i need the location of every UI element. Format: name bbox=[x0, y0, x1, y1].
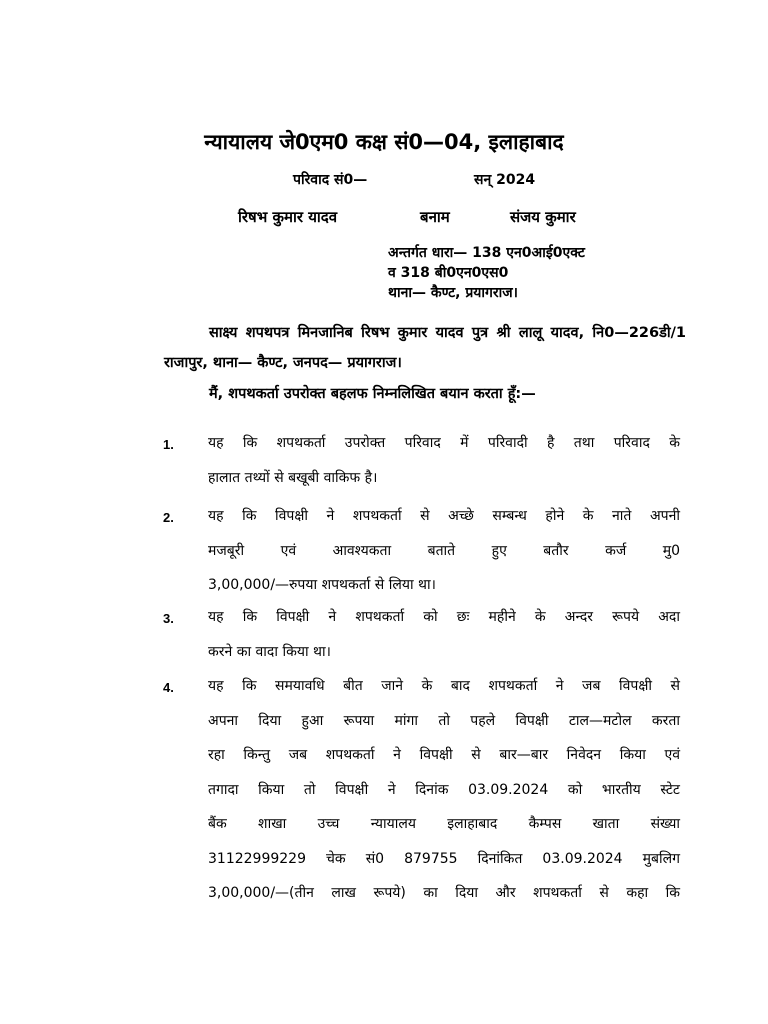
item-line: करने का वादा किया था। bbox=[208, 643, 331, 660]
item-line: हालात तथ्यों से बखूबी वाकिफ है। bbox=[208, 469, 378, 486]
item-text bbox=[208, 426, 680, 495]
item-text bbox=[208, 600, 680, 669]
section-line: थाना— कैण्ट, प्रयागराज। bbox=[388, 285, 518, 301]
affidavit-intro: साक्ष्य शपथपत्र मिनजानिब रिषभ कुमार यादव पुत्र श्री लालू यादव, नि0—226डी/1 राजापुर, थाना— कैण्ट, जनपद— प्रयागराज। bbox=[164, 325, 686, 371]
item-line: यह कि समयावधि बीत जाने के बाद शपथकर्ता ने जब विपक्षी से bbox=[208, 678, 680, 694]
complainant-name: रिषभ कुमार यादव bbox=[238, 208, 338, 226]
item-line: यह कि विपक्षी ने शपथकर्ता को छः महीने के अन्दर रूपये अदा bbox=[208, 609, 680, 625]
section-line: अन्तर्गत धारा— 138 एन0आई0एक्ट bbox=[388, 245, 585, 261]
item-number: 3. bbox=[163, 611, 174, 626]
item-line: 3,00,000/—(तीन लाख रूपये) का दिया और शपथकर्ता से कहा कि bbox=[208, 885, 680, 901]
item-line: मजबूरी एवं आवश्यकता बताते हुए बतौर कर्ज मु0 bbox=[208, 542, 680, 559]
versus-label: बनाम bbox=[420, 208, 450, 226]
section-line: व 318 बी0एन0एस0 bbox=[388, 265, 509, 281]
item-text bbox=[208, 669, 680, 911]
case-year: सन् 2024 bbox=[474, 172, 536, 188]
court-title: न्यायालय जे0एम0 कक्ष सं0—04, इलाहाबाद bbox=[204, 130, 564, 154]
item-number: 4. bbox=[163, 680, 174, 695]
declaration-line: मैं, शपथकर्ता उपरोक्त बहलफ निम्नलिखित बयान करता हूँ:— bbox=[209, 386, 536, 402]
item-line: अपना दिया हुआ रूपया मांगा तो पहले विपक्षी टाल—मटोल करता bbox=[208, 712, 680, 729]
item-line: रहा किन्तु जब शपथकर्ता ने विपक्षी से बार—बार निवेदन किया एवं bbox=[208, 747, 680, 763]
item-number: 2. bbox=[163, 510, 174, 525]
case-number-label: परिवाद सं0— bbox=[293, 172, 368, 188]
item-line: 31122999229 चेक सं0 879755 दिनांकित 03.09.2024 मुबलिग bbox=[208, 850, 680, 867]
item-line: बैंक शाखा उच्च न्यायालय इलाहाबाद कैम्पस खाता संख्या bbox=[208, 816, 680, 832]
legal-sections bbox=[388, 243, 585, 303]
item-line: यह कि विपक्षी ने शपथकर्ता से अच्छे सम्बन्ध होने के नाते अपनी bbox=[208, 508, 680, 524]
respondent-name: संजय कुमार bbox=[510, 208, 576, 226]
item-number: 1. bbox=[163, 437, 174, 452]
item-line: यह कि शपथकर्ता उपरोक्त परिवाद में परिवादी है तथा परिवाद के bbox=[208, 435, 680, 451]
item-line: तगादा किया तो विपक्षी ने दिनांक 03.09.2024 को भारतीय स्टेट bbox=[208, 781, 680, 798]
item-text bbox=[208, 499, 680, 603]
item-line: 3,00,000/—रुपया शपथकर्ता से लिया था। bbox=[208, 577, 436, 593]
